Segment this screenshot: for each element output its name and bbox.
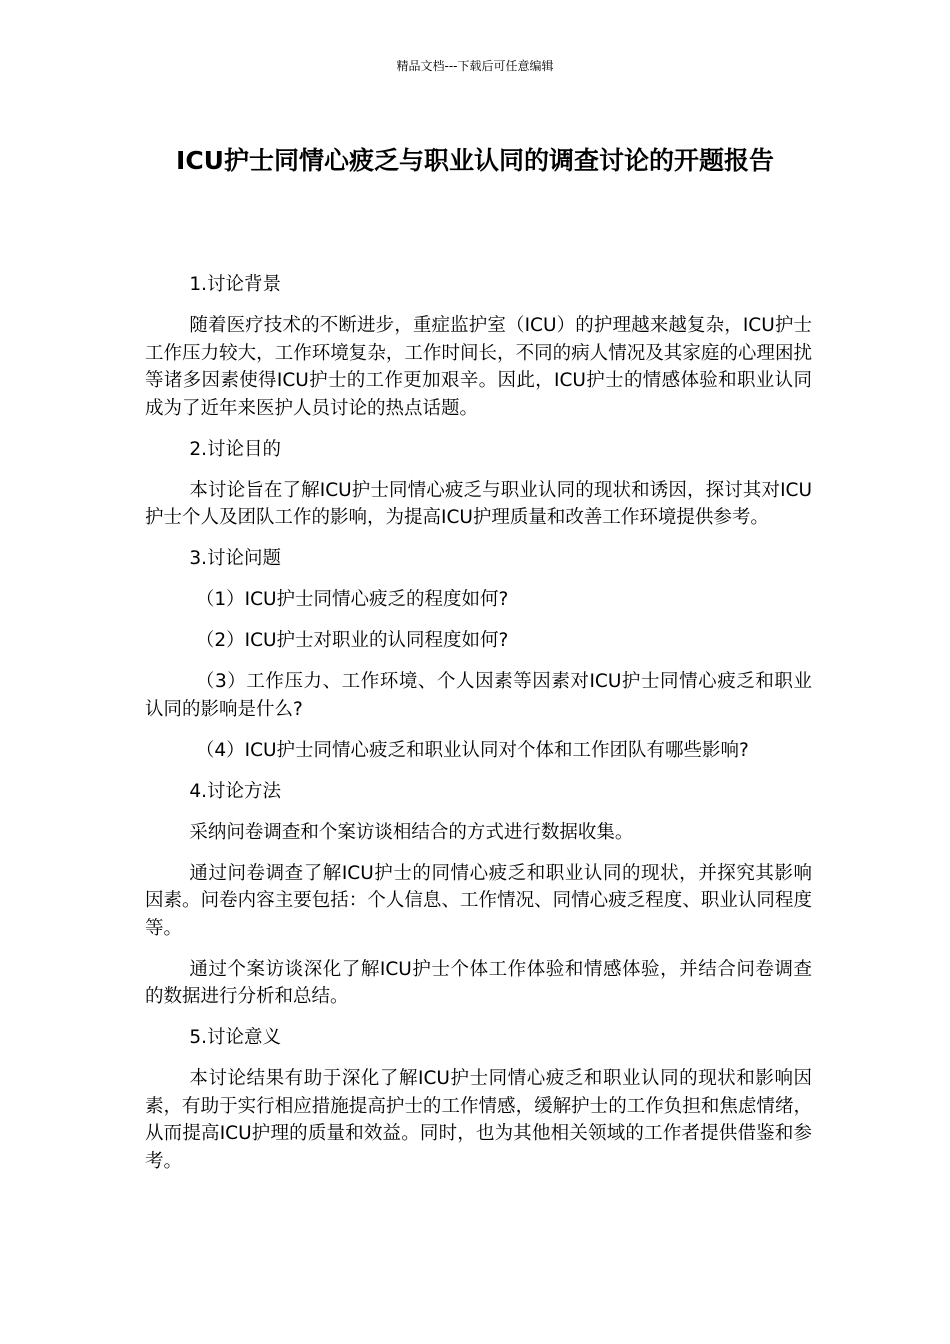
methods-paragraph-2: 通过问卷调查了解ICU护士的同情心疲乏和职业认同的现状，并探究其影响因素。问卷内容主要包括：个人信息、工作情况、同情心疲乏程度、职业认同程度等。 — [145, 862, 812, 939]
question-1: （1）ICU护士同情心疲乏的程度如何? — [195, 589, 509, 610]
question-2: （2）ICU护士对职业的认同程度如何? — [195, 630, 509, 651]
significance-paragraph: 本讨论结果有助于深化了解ICU护士同情心疲乏和职业认同的现状和影响因素，有助于实行相应措施提高护士的工作情感，缓解护士的工作负担和焦虑情绪，从而提高ICU护理的质量和效益。同时，也为其他相关领域的工作者提供借鉴和参考。 — [145, 1068, 812, 1172]
purpose-paragraph: 本讨论旨在了解ICU护士同情心疲乏与职业认同的现状和诱因，探讨其对ICU护士个人及团队工作的影响，为提高ICU护理质量和改善工作环境提供参考。 — [145, 479, 812, 528]
background-paragraph: 随着医疗技术的不断进步，重症监护室（ICU）的护理越来越复杂，ICU护士工作压力较大，工作环境复杂，工作时间长，不同的病人情况及其家庭的心理困扰等诸多因素使得ICU护士的工作更加艰辛。因此，ICU护士的情感体验和职业认同成为了近年来医护人员讨论的热点话题。 — [145, 315, 812, 419]
section-heading-significance: 5.讨论意义 — [189, 1027, 282, 1048]
section-heading-methods: 4.讨论方法 — [189, 780, 282, 802]
methods-paragraph-3: 通过个案访谈深化了解ICU护士个体工作体验和情感体验，并结合问卷调查的数据进行分析和总结。 — [145, 958, 812, 1007]
question-3: （3）工作压力、工作环境、个人因素等因素对ICU护士同情心疲乏和职业认同的影响是什么? — [145, 671, 812, 720]
document-body — [145, 271, 812, 1189]
section-heading-purpose: 2.讨论目的 — [189, 438, 282, 460]
header-note: 精品文档---下载后可任意编辑 — [396, 59, 554, 73]
document-title: ICU护士同情心疲乏与职业认同的调查讨论的开题报告 — [176, 146, 774, 175]
question-4: （4）ICU护士同情心疲乏和职业认同对个体和工作团队有哪些影响? — [195, 739, 749, 761]
methods-paragraph-1: 采纳问卷调查和个案访谈相结合的方式进行数据收集。 — [189, 821, 634, 843]
section-heading-questions: 3.讨论问题 — [189, 548, 282, 569]
section-heading-background: 1.讨论背景 — [189, 274, 282, 295]
